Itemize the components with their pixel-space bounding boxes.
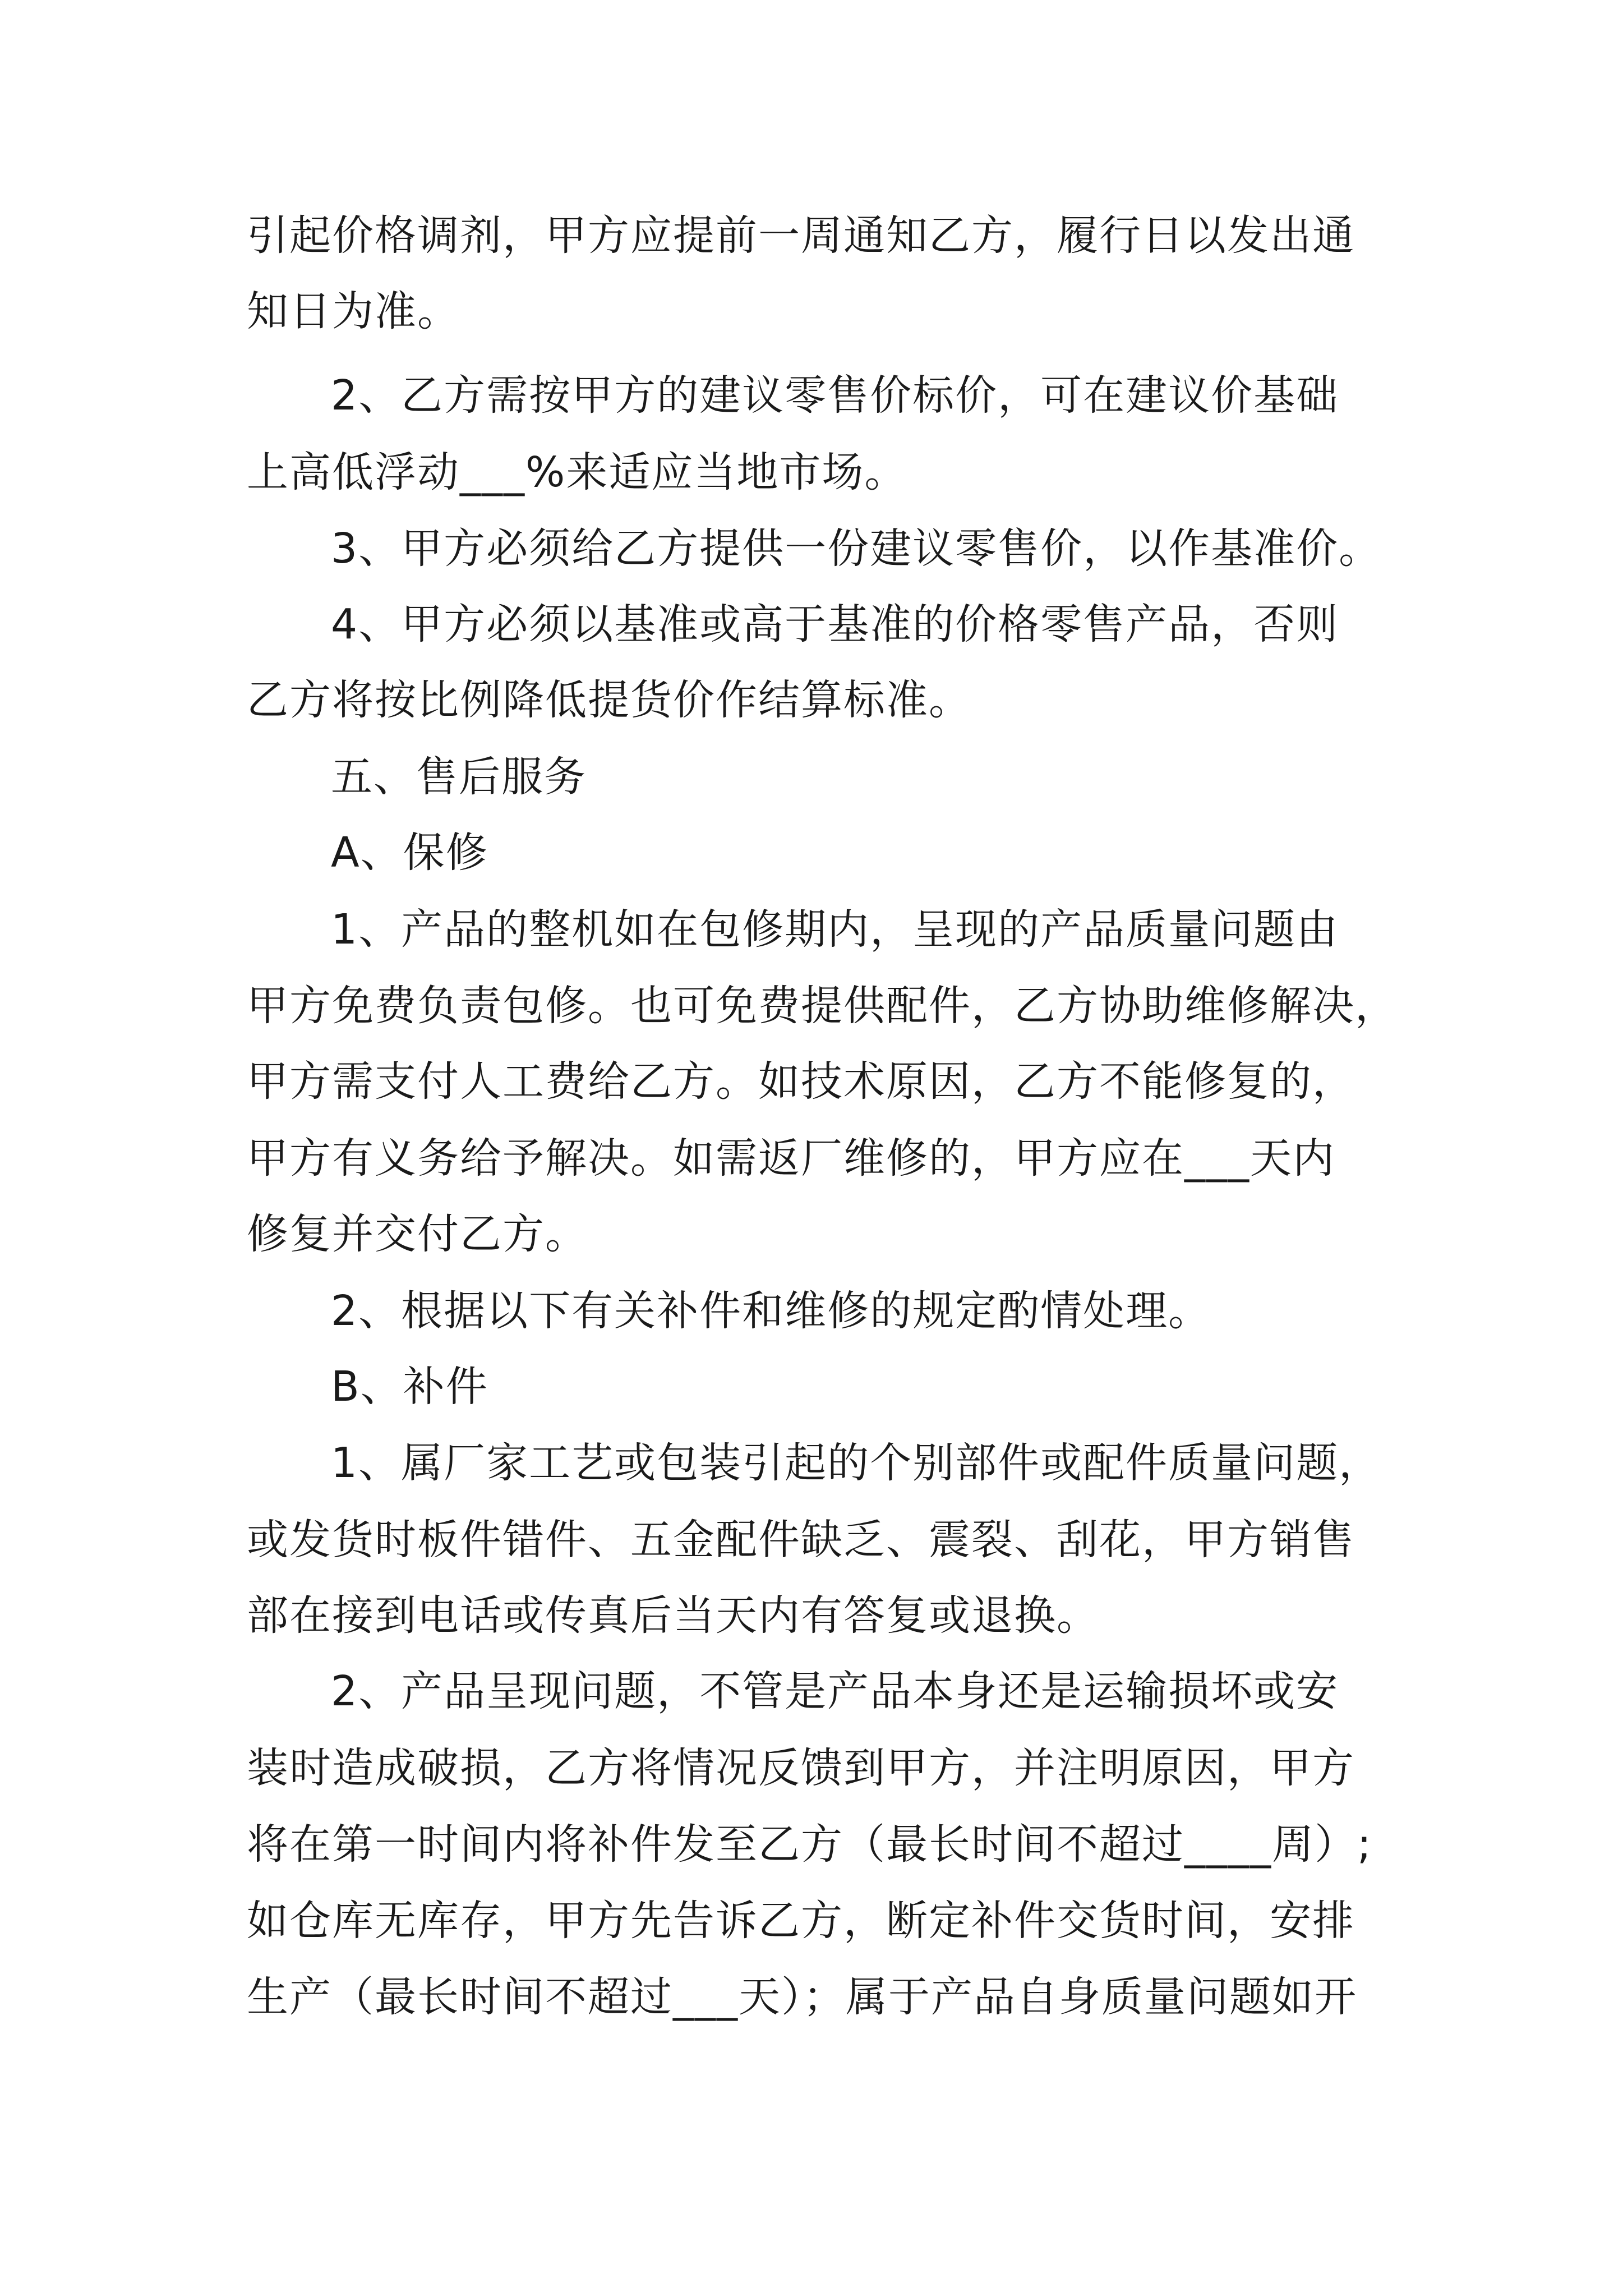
subsection-heading: B、补件	[331, 1363, 488, 1411]
text-line: 或发货时板件错件、五金配件缺乏、震裂、刮花，甲方销售	[247, 1516, 1355, 1564]
text-line: 3、甲方必须给乙方提供一份建议零售价，以作基准价。	[331, 524, 1382, 573]
text-line: 部在接到电话或传真后当天内有答复或退换。	[247, 1591, 1099, 1640]
text-line: 乙方将按比例降低提货价作结算标准。	[247, 676, 971, 724]
subsection-heading: A、保修	[331, 829, 488, 877]
text-line: 引起价格调剂，甲方应提前一周通知乙方，履行日以发出通	[247, 211, 1355, 260]
text-line: 上高低浮动___%来适应当地市场。	[247, 448, 907, 496]
text-line: 生产（最长时间不超过___天）；属于产品自身质量问题如开	[247, 1973, 1357, 2021]
section-heading: 五、售后服务	[331, 753, 587, 801]
text-line: 知日为准。	[247, 287, 460, 335]
text-line: 将在第一时间内将补件发至乙方（最长时间不超过____周）;	[247, 1820, 1372, 1869]
text-line: 甲方需支付人工费给乙方。如技术原因，乙方不能修复的，	[247, 1057, 1355, 1106]
text-line: 2、产品呈现问题，不管是产品本身还是运输损坏或安	[331, 1667, 1339, 1715]
text-line: 4、甲方必须以基准或高于基准的价格零售产品，否则	[331, 600, 1339, 648]
text-line: 2、乙方需按甲方的建议零售价标价，可在建议价基础	[331, 371, 1339, 420]
text-line: 甲方有义务给予解决。如需返厂维修的，甲方应在___天内	[247, 1134, 1335, 1182]
text-line: 1、产品的整机如在包修期内，呈现的产品质量问题由	[331, 905, 1339, 954]
text-line: 修复并交付乙方。	[247, 1210, 588, 1258]
text-line: 1、属厂家工艺或包装引起的个别部件或配件质量问题，	[331, 1439, 1382, 1487]
text-line: 装时造成破损，乙方将情况反馈到甲方，并注明原因，甲方	[247, 1744, 1355, 1792]
text-line: 2、根据以下有关补件和维修的规定酌情处理。	[331, 1287, 1211, 1335]
text-line: 如仓库无库存，甲方先告诉乙方，断定补件交货时间，安排	[247, 1897, 1355, 1945]
text-line: 甲方免费负责包修。也可免费提供配件，乙方协助维修解决，	[247, 982, 1398, 1030]
